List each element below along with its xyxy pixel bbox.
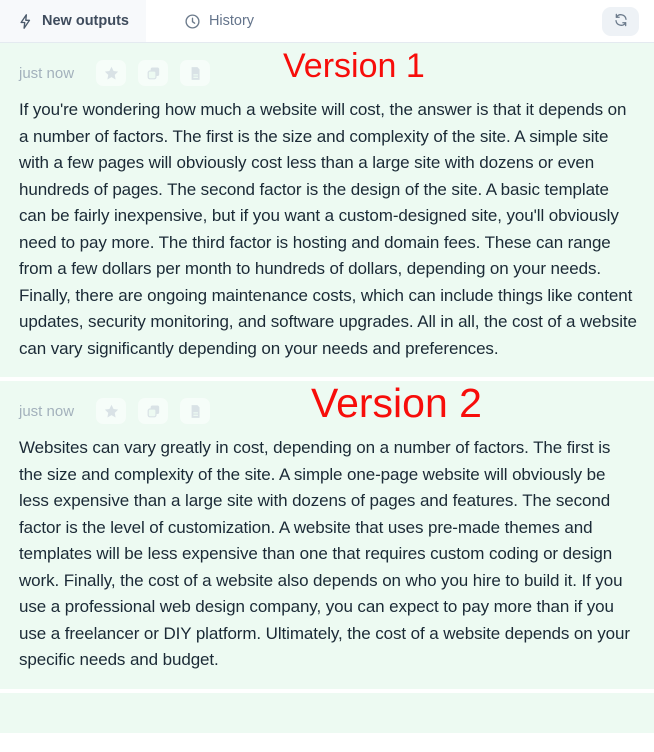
favorite-button[interactable] xyxy=(96,60,126,86)
output-card xyxy=(0,43,654,377)
document-icon xyxy=(187,65,204,82)
copy-button[interactable] xyxy=(138,60,168,86)
tab-bar xyxy=(0,0,654,43)
document-button[interactable] xyxy=(180,60,210,86)
output-card-partial xyxy=(0,693,654,733)
version-annotation: Version 1 xyxy=(283,47,425,85)
copy-icon xyxy=(145,65,162,82)
tab-history[interactable] xyxy=(146,0,292,42)
outputs-list xyxy=(0,43,654,751)
output-timestamp: just now xyxy=(19,64,75,82)
output-card xyxy=(0,381,654,689)
output-timestamp: just now xyxy=(19,402,75,420)
output-text: If you're wondering how much a website will cost, the answer is that it depends on a number of factors. The first is the size and complexity of the site. A simple site with a few pages will obviously cost less than a large site with dozens or even hundreds of pages. The second factor is the design of the site. A basic template can be fairly inexpensive, but if you want a custom-designed site, you'll obviously need to pay more. The third factor is hosting and domain fees. These can range from a few dollars per month to hundreds of dollars, depending on your needs. Finally, there are ongoing maintenance costs, which can include things like content updates, security monitoring, and software upgrades. All in all, the cost of a website can vary significantly depending on your needs and preferences. xyxy=(19,100,637,358)
copy-button[interactable] xyxy=(138,398,168,424)
star-icon xyxy=(103,403,120,420)
clock-icon xyxy=(184,13,201,30)
output-card-header xyxy=(19,380,637,426)
tab-new-outputs-label: New outputs xyxy=(42,13,129,29)
refresh-button[interactable] xyxy=(602,7,639,36)
favorite-button[interactable] xyxy=(96,398,126,424)
star-icon xyxy=(103,65,120,82)
tab-new-outputs[interactable] xyxy=(0,0,146,42)
lightning-icon xyxy=(17,13,34,30)
output-text: Websites can vary greatly in cost, depending on a number of factors. The first is the size and complexity of the site. A simple one-page website will obviously be less expensive than a large site with dozens of pages and features. The second factor is the level of customization. A website that uses pre-made themes and templates will be less expensive than one that requires custom coding or design work. Finally, the cost of a website also depends on who you hire to build it. If you use a professional web design company, you can expect to pay more than if you use a freelancer or DIY platform. Ultimately, the cost of a website depends on your specific needs and budget. xyxy=(19,438,630,669)
copy-icon xyxy=(145,403,162,420)
document-button[interactable] xyxy=(180,398,210,424)
tab-history-label: History xyxy=(208,13,255,29)
document-icon xyxy=(187,403,204,420)
refresh-icon xyxy=(613,12,629,31)
version-annotation: Version 2 xyxy=(311,380,482,426)
output-card-header xyxy=(19,47,637,87)
